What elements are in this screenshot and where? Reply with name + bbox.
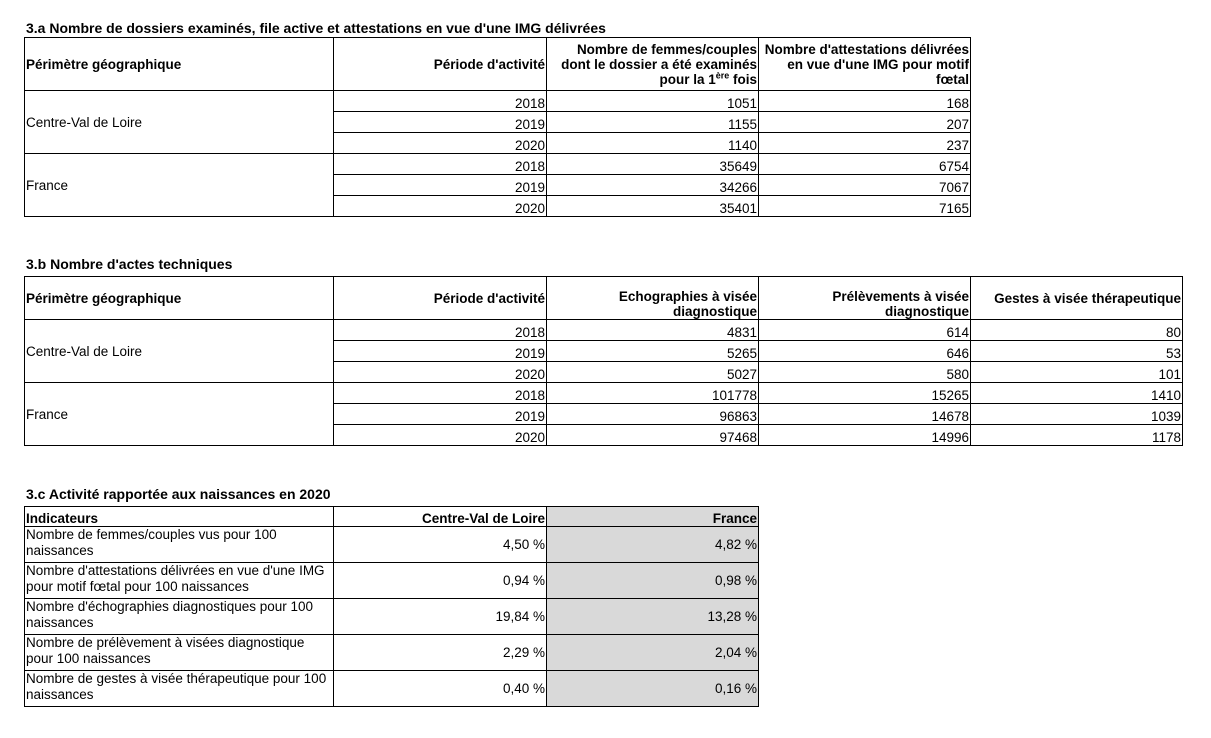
table-b [24, 276, 1183, 446]
table-row [25, 599, 759, 635]
table-c [24, 506, 759, 707]
value-cell: 35401 [547, 196, 759, 217]
value-cell: 1155 [547, 112, 759, 133]
france-value: 0,16 % [547, 671, 759, 707]
year-cell: 2018 [334, 383, 547, 404]
header-period: Période d'activité [334, 277, 547, 320]
indicator-label: Nombre d'échographies diagnostiques pour 100 naissances [25, 599, 334, 635]
table-row [25, 635, 759, 671]
value-cell: 1410 [971, 383, 1183, 404]
region-value: 0,94 % [334, 563, 547, 599]
year-cell: 2018 [334, 320, 547, 341]
region-value: 19,84 % [334, 599, 547, 635]
indicator-label: Nombre de femmes/couples vus pour 100 naissances [25, 527, 334, 563]
year-cell: 2020 [334, 196, 547, 217]
value-cell: 580 [759, 362, 971, 383]
value-cell: 646 [759, 341, 971, 362]
value-cell: 1051 [547, 91, 759, 112]
table-c-header-row [25, 507, 759, 527]
header-gestes: Gestes à visée thérapeutique [971, 277, 1183, 320]
header-femmes: Nombre de femmes/couples dont le dossier a été examinés pour la 1ère fois [547, 38, 759, 91]
table-row [25, 320, 1183, 341]
table-row [25, 91, 971, 112]
geo-cell: Centre-Val de Loire [25, 91, 334, 154]
france-value: 0,98 % [547, 563, 759, 599]
france-value: 13,28 % [547, 599, 759, 635]
value-cell: 15265 [759, 383, 971, 404]
value-cell: 1178 [971, 425, 1183, 446]
value-cell: 5265 [547, 341, 759, 362]
header-france: France [547, 507, 759, 527]
value-cell: 7067 [759, 175, 971, 196]
geo-cell: Centre-Val de Loire [25, 320, 334, 383]
section-c-title: 3.c Activité rapportée aux naissances en 2020 [26, 486, 331, 502]
geo-cell: France [25, 154, 334, 217]
region-value: 2,29 % [334, 635, 547, 671]
value-cell: 35649 [547, 154, 759, 175]
header-geo: Périmètre géographique [25, 277, 334, 320]
table-row [25, 383, 1183, 404]
header-region: Centre-Val de Loire [334, 507, 547, 527]
year-cell: 2018 [334, 154, 547, 175]
year-cell: 2020 [334, 362, 547, 383]
header-indicators: Indicateurs [25, 507, 334, 527]
value-cell: 5027 [547, 362, 759, 383]
value-cell: 53 [971, 341, 1183, 362]
value-cell: 6754 [759, 154, 971, 175]
header-echographies: Echographies à visée diagnostique [547, 277, 759, 320]
table-row [25, 527, 759, 563]
value-cell: 101778 [547, 383, 759, 404]
geo-cell: France [25, 383, 334, 446]
year-cell: 2019 [334, 341, 547, 362]
header-attestations: Nombre d'attestations délivrées en vue d'une IMG pour motif fœtal [759, 38, 971, 91]
year-cell: 2019 [334, 175, 547, 196]
indicator-label: Nombre d'attestations délivrées en vue d'une IMG pour motif fœtal pour 100 naissances [25, 563, 334, 599]
table-row [25, 671, 759, 707]
france-value: 4,82 % [547, 527, 759, 563]
year-cell: 2019 [334, 112, 547, 133]
section-a-title: 3.a Nombre de dossiers examinés, file active et attestations en vue d'une IMG délivrées [26, 20, 606, 36]
table-row [25, 563, 759, 599]
year-cell: 2018 [334, 91, 547, 112]
year-cell: 2020 [334, 133, 547, 154]
year-cell: 2020 [334, 425, 547, 446]
value-cell: 237 [759, 133, 971, 154]
table-a-header-row [25, 38, 971, 91]
value-cell: 97468 [547, 425, 759, 446]
region-value: 0,40 % [334, 671, 547, 707]
france-value: 2,04 % [547, 635, 759, 671]
value-cell: 1140 [547, 133, 759, 154]
value-cell: 1039 [971, 404, 1183, 425]
value-cell: 14996 [759, 425, 971, 446]
table-a [24, 37, 971, 217]
table-b-header-row [25, 277, 1183, 320]
value-cell: 614 [759, 320, 971, 341]
indicator-label: Nombre de prélèvement à visées diagnostique pour 100 naissances [25, 635, 334, 671]
value-cell: 207 [759, 112, 971, 133]
header-prelevements: Prélèvements à visée diagnostique [759, 277, 971, 320]
region-value: 4,50 % [334, 527, 547, 563]
value-cell: 14678 [759, 404, 971, 425]
header-period: Période d'activité [334, 38, 547, 91]
value-cell: 7165 [759, 196, 971, 217]
value-cell: 34266 [547, 175, 759, 196]
value-cell: 96863 [547, 404, 759, 425]
value-cell: 4831 [547, 320, 759, 341]
year-cell: 2019 [334, 404, 547, 425]
indicator-label: Nombre de gestes à visée thérapeutique pour 100 naissances [25, 671, 334, 707]
value-cell: 101 [971, 362, 1183, 383]
header-geo: Périmètre géographique [25, 38, 334, 91]
value-cell: 80 [971, 320, 1183, 341]
table-row [25, 154, 971, 175]
section-b-title: 3.b Nombre d'actes techniques [26, 256, 233, 272]
value-cell: 168 [759, 91, 971, 112]
